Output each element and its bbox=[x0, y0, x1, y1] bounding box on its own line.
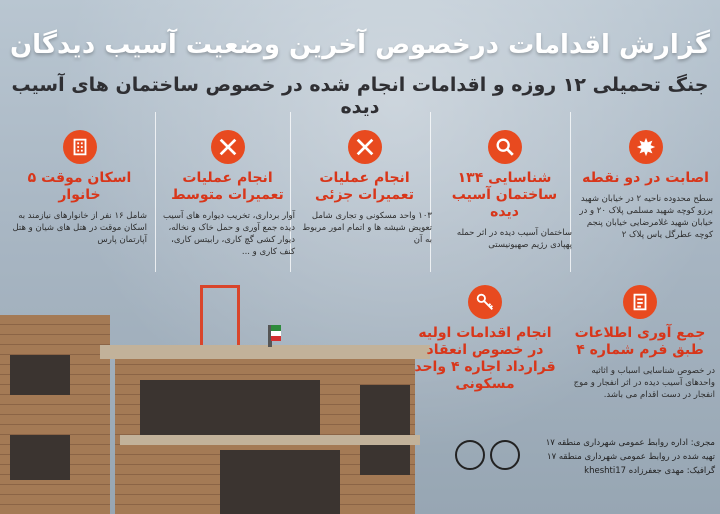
district-logo bbox=[490, 440, 520, 470]
magnifier-icon bbox=[488, 130, 522, 164]
main-title: گزارش اقدامات درخصوص آخرین وضعیت آسیب دیدگان bbox=[9, 30, 711, 60]
section-title: انجام اقدامات اولیه در خصوص انعقاد قرارداد اجاره ۴ واحد مسکونی bbox=[414, 325, 556, 392]
section-title: انجام عملیات تعمیرات متوسط bbox=[171, 170, 284, 203]
credit-producer: مجری: اداره روابط عمومی شهرداری منطقه ۱۷ bbox=[545, 438, 715, 448]
section-title: اصابت در دو نقطه bbox=[582, 170, 709, 186]
section-body: ساختمان آسیب دیده در اثر حمله پهپادی رژیم صهیونیستی bbox=[456, 228, 572, 250]
building-icon bbox=[63, 130, 97, 164]
section-medium-repairs bbox=[160, 130, 295, 258]
explosion-icon bbox=[629, 130, 663, 164]
section-body: ۱۰۳ واحد مسکونی و تجاری شامل تعویض شیشه ها و اتمام امور مربوط به آن bbox=[302, 211, 432, 245]
form-icon bbox=[623, 285, 657, 319]
subtitle: جنگ تحمیلی ۱۲ روزه و اقدامات انجام شده در خصوص ساختمان های آسیب دیده bbox=[11, 74, 709, 118]
section-damage-sites bbox=[578, 130, 713, 241]
section-initial-actions bbox=[410, 285, 560, 393]
section-temporary-housing bbox=[12, 130, 147, 246]
section-info-gathering bbox=[565, 285, 715, 401]
keys-icon bbox=[468, 285, 502, 319]
section-body: آوار برداری، تخریب دیواره های آسیب دیده جمع آوری و حمل خاک و نخاله، دیوار کشی گچ کاری، رابیتس کاری، کنف کاری و ... bbox=[163, 211, 295, 257]
tools-icon bbox=[348, 130, 382, 164]
section-body: شامل ۱۶ نفر از خانوارهای نیازمند به اسکان موقت در هتل های شیان و هتل آپارتمان پارس bbox=[12, 211, 147, 245]
credit-prepared-by: تهیه شده در روابط عمومی شهرداری منطقه ۱۷ bbox=[547, 452, 715, 462]
section-title: جمع آوری اطلاعات طبق فرم شماره ۴ bbox=[574, 325, 706, 358]
damaged-building-photo bbox=[0, 285, 470, 514]
section-minor-repairs bbox=[297, 130, 432, 246]
section-title: شناسایی ۱۳۴ ساختمان آسیب دیده bbox=[451, 170, 558, 220]
section-title: اسکان موقت ۵ خانوار bbox=[27, 170, 132, 203]
section-body: در خصوص شناسایی اسباب و اثاثیه واحدهای آسیب دیده در اثر انفجار و موج انفجار در دست اقدام می باشد. bbox=[573, 366, 715, 400]
tools-icon bbox=[211, 130, 245, 164]
section-title: انجام عملیات تعمیرات جزئی bbox=[315, 170, 414, 203]
section-identification bbox=[437, 130, 572, 251]
municipality-logo bbox=[455, 440, 485, 470]
section-body: سطح محدوده ناحیه ۲ در خیابان شهید برزو کوچه شهید مسلمی پلاک ۲۰ و در خیابان شهید غلامرضایی خیابان پنجم کوچه عطرگل یاس پلاک ۲ bbox=[579, 194, 713, 240]
credits bbox=[523, 436, 715, 478]
credit-designer: گرافیک: مهدی جعفرزاده kheshti17 bbox=[584, 466, 715, 476]
divider bbox=[155, 112, 156, 272]
